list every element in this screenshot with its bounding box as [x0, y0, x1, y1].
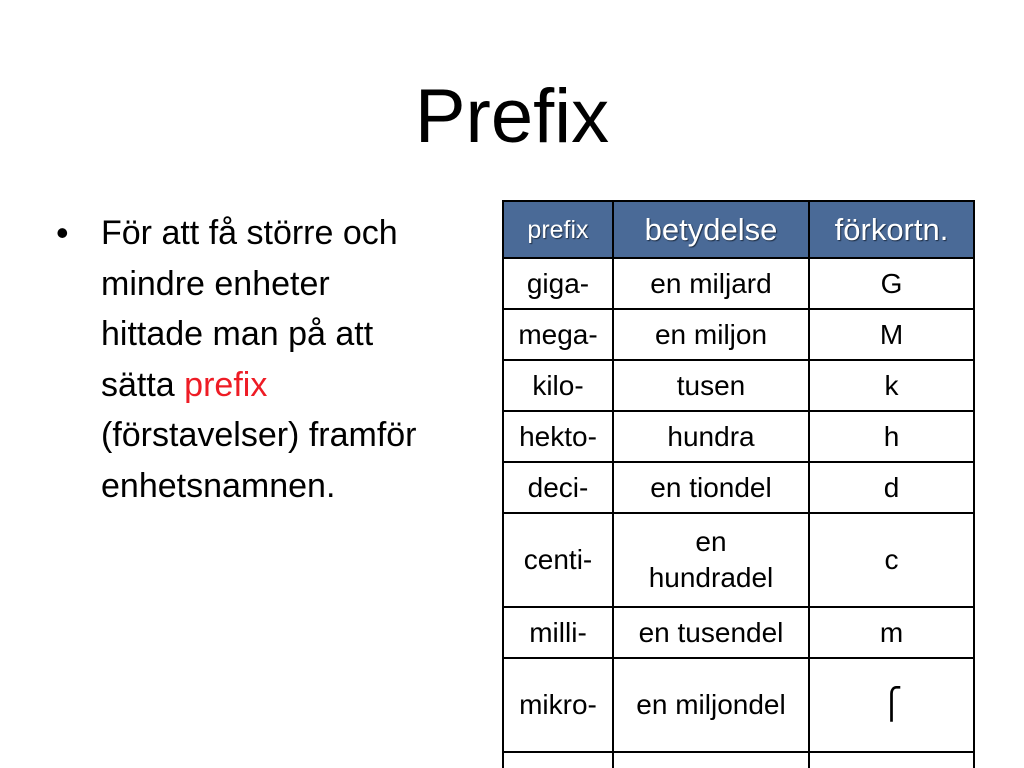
table-header-row	[503, 201, 974, 258]
bullet-text-after: (förstavelser) framför enhetsnamnen.	[101, 416, 417, 505]
cell-meaning: en tusendel	[613, 607, 809, 658]
table-row	[503, 607, 974, 658]
table-row	[503, 513, 974, 607]
slide-title: Prefix	[414, 74, 610, 159]
cell-prefix: centi-	[503, 513, 613, 607]
cell-meaning: tusen	[613, 360, 809, 411]
header-meaning: betydelse	[613, 201, 809, 258]
cell-abbreviation: k	[809, 360, 974, 411]
cell-meaning: en miljon	[613, 309, 809, 360]
table-row	[503, 360, 974, 411]
cell-meaning	[613, 658, 809, 752]
cell-meaning	[613, 752, 809, 768]
cell-abbreviation: m	[809, 607, 974, 658]
cell-prefix: milli-	[503, 607, 613, 658]
table-row	[503, 658, 974, 752]
bullet-text	[101, 208, 432, 511]
cell-abbreviation: M	[809, 309, 974, 360]
bullet-highlight-prefix: prefix	[184, 365, 268, 404]
cell-abbreviation	[809, 752, 974, 768]
cell-abbreviation: c	[809, 513, 974, 607]
table-row	[503, 411, 974, 462]
cell-meaning: en tiondel	[613, 462, 809, 513]
cell-meaning: en miljard	[613, 258, 809, 309]
cell-prefix: mikro-	[503, 658, 613, 752]
table-row	[503, 258, 974, 309]
cell-prefix: deci-	[503, 462, 613, 513]
cell-meaning-text: en hundradel	[648, 526, 774, 593]
cell-prefix	[503, 752, 613, 768]
cell-meaning-text: en miljondel	[636, 689, 786, 720]
header-prefix: prefix	[503, 201, 613, 258]
table-row	[503, 752, 974, 768]
prefix-table	[502, 200, 975, 768]
bullet-list	[52, 208, 432, 511]
cell-meaning: hundra	[613, 411, 809, 462]
cell-abbreviation: d	[809, 462, 974, 513]
table-row	[503, 462, 974, 513]
cell-prefix: kilo-	[503, 360, 613, 411]
header-abbreviation: förkortn.	[809, 201, 974, 258]
cell-abbreviation-mu-glyph: ⎧	[809, 658, 974, 752]
cell-meaning	[613, 513, 809, 607]
bullet-text-before: För att få större och mindre enheter hittade man på att sätta	[101, 214, 398, 404]
bullet-item	[52, 208, 432, 511]
cell-abbreviation: h	[809, 411, 974, 462]
cell-prefix: giga-	[503, 258, 613, 309]
cell-abbreviation: G	[809, 258, 974, 309]
bullet-dot-icon: •	[56, 212, 69, 253]
table-row	[503, 309, 974, 360]
cell-prefix: mega-	[503, 309, 613, 360]
cell-prefix: hekto-	[503, 411, 613, 462]
